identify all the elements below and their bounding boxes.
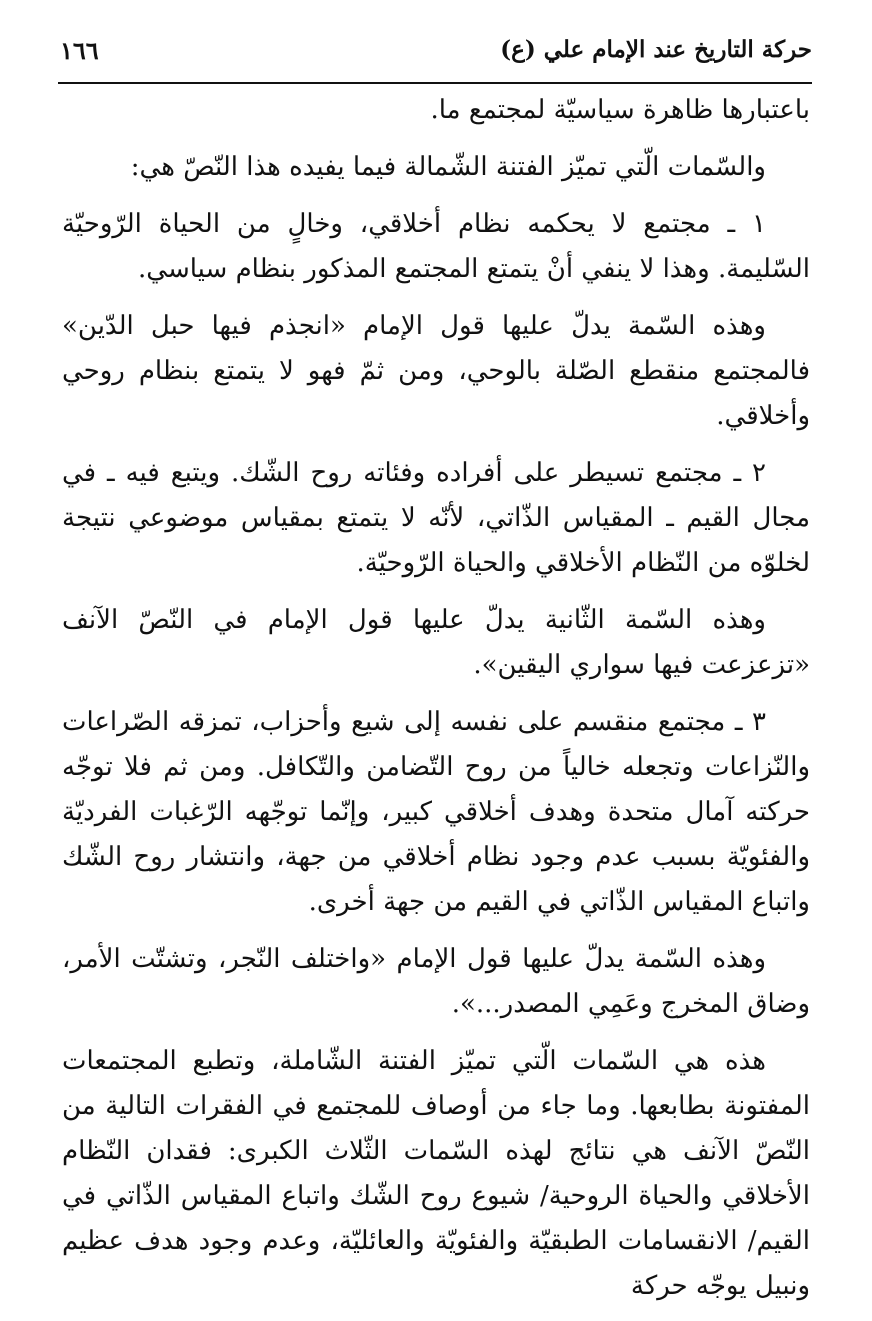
paragraph-trait-2: ٢ ـ مجتمع تسيطر على أفراده وفئاته روح الشّك. ويتبع فيه ـ في مجال القيم ـ المقياس الذّاتي، لأنّه لا يتمتع بمقياس موضوعي نتيجة لخلوّه من النّظام الأخلاقي والحياة الرّوحيّة. [62,458,810,578]
running-header [58,28,812,84]
running-title: حركة التاريخ عند الإمام علي (ع) [500,36,812,63]
paragraph-trait-1: ١ ـ مجتمع لا يحكمه نظام أخلاقي، وخالٍ من الحياة الرّوحيّة السّليمة. وهذا لا ينفي أنْ يتمتع المجتمع المذكور بنظام سياسي. [62,209,810,284]
paragraph-trait-2-evidence: وهذه السّمة الثّانية يدلّ عليها قول الإمام في النّصّ الآنف «تزعزعت فيها سواري اليقين». [62,605,810,680]
paragraph-trait-3-evidence: وهذه السّمة يدلّ عليها قول الإمام «واختلف النّجر، وتشتّت الأمر، وضاق المخرج وعَمِي المصدر...». [62,944,810,1019]
paragraph-summary: هذه هي السّمات الّتي تميّز الفتنة الشّاملة، وتطبع المجتمعات المفتونة بطابعها. وما جاء من أوصاف للمجتمع في الفقرات التالية من النّصّ الآنف هي نتائج لهذه السّمات الثّلاث الكبرى: فقدان النّظام الأخلاقي والحياة الروحية/ شيوع روح الشّك واتباع المقياس الذّاتي في القيم/ الانقسامات الطبقيّة والفئويّة والعائليّة، وعدم وجود هدف عظيم ونبيل يوجّه حركة [62,1046,810,1301]
paragraph-trait-1-evidence: وهذه السّمة يدلّ عليها قول الإمام «انجذم فيها حبل الدّين» فالمجتمع منقطع الصّلة بالوحي، ومن ثمّ فهو لا يتمتع بنظام روحي وأخلاقي. [62,311,810,431]
paragraph-intro: والسّمات الّتي تميّز الفتنة الشّمالة فيما يفيده هذا النّصّ هي: [130,152,766,182]
paragraph-continuation: باعتبارها ظاهرة سياسيّة لمجتمع ما. [430,95,810,125]
body-text [62,88,810,1321]
page-number: ١٦٦ [60,36,99,65]
paragraph-trait-3: ٣ ـ مجتمع منقسم على نفسه إلى شيع وأحزاب، تمزقه الصّراعات والنّزاعات وتجعله خالياً من روح التّضامن والتّكافل. ومن ثم فلا توجّه حركته آمال متحدة وهدف أخلاقي كبير، وإنّما توجّهه الرّغبات الفرديّة والفئويّة بسبب عدم وجود نظام أخلاقي من جهة، وانتشار روح الشّك واتباع المقياس الذّاتي في القيم من جهة أخرى. [62,707,810,917]
